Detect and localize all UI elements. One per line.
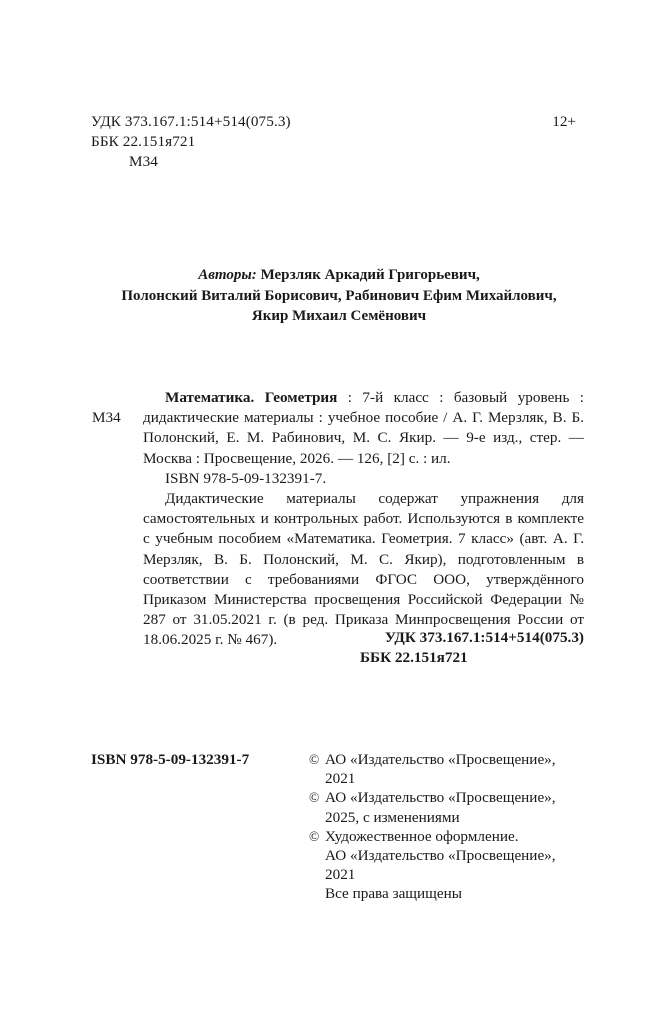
authors-label: Авторы: <box>198 267 257 283</box>
copyright-icon: © <box>309 828 320 844</box>
author-sigla-top: М34 <box>129 153 158 170</box>
copyright-block <box>309 750 599 904</box>
catalog-entry-block <box>92 388 584 651</box>
udk-code-top: УДК 373.167.1:514+514(075.3) <box>91 113 291 130</box>
age-rating-badge: 12+ <box>552 113 576 130</box>
author-name-1: Мерзляк Аркадий Григорьевич, <box>260 267 480 283</box>
isbn-footer: ISBN 978-5-09-132391-7 <box>91 751 250 768</box>
authors-line-1 <box>52 265 626 286</box>
copyright-holder-1: АО «Издательство «Просвещение», <box>325 751 556 768</box>
classification-repeat-block <box>284 628 584 668</box>
annotation-paragraph: Дидактические материалы содержат упражнения для самостоятельных и контрольных работ. Используются в комплекте с учебным пособием «Математика. Геометрия. 7 класс» (авт. А. Г. Мерзляк, В. Б. Полонский, М. С. Якир), подготовленным в соответствии с требованиями ФГОС ООО, утверждённого Приказом Министерства просвещения Российской Федерации № 287 от 31.05.2021 г. (в ред. Приказа Минпросвещения России от 18.06.2025 г. № 467). <box>143 490 584 649</box>
copyright-holder-3: АО «Издательство «Просвещение», <box>325 847 556 865</box>
udk-code-bottom: УДК 373.167.1:514+514(075.3) <box>384 629 584 646</box>
authors-line-3: Якир Михаил Семёнович <box>251 308 427 324</box>
copyright-year-2: 2025, с изменениями <box>325 808 460 826</box>
rights-reserved-note: Все права защищены <box>325 885 462 903</box>
copyright-year-3: 2021 <box>325 866 356 884</box>
authors-block <box>52 265 626 327</box>
copyright-entry-publisher-2025 <box>309 788 599 826</box>
biblio-description <box>143 388 584 469</box>
biblio-isbn-line: ISBN 978-5-09-132391-7. <box>165 469 327 487</box>
copyright-entry-publisher-2021 <box>309 750 599 788</box>
authors-line-2: Полонский Виталий Борисович, Рабинович Ефим Михайлович, <box>121 287 557 304</box>
copyright-entry-design <box>309 827 599 885</box>
copyright-icon: © <box>309 790 320 806</box>
publication-title: Математика. Геометрия <box>165 389 338 406</box>
copyright-year-1: 2021 <box>325 770 356 788</box>
copyright-design-label: Художественное оформление. <box>325 827 519 845</box>
publication-details: : 7-й класс : базовый уровень : дидактические материалы : учебное пособие / А. Г. Мерзляк, В. Б. Полонский, Е. М. Рабинович, М. С. Якир. — 9-е изд., стер. — Москва : Просвещение, 2026. — 126, [2] с. : ил. <box>143 389 584 467</box>
bbk-code-top: ББК 22.151я721 <box>91 133 196 150</box>
copyright-holder-2: АО «Издательство «Просвещение», <box>325 789 556 807</box>
bbk-code-bottom: ББК 22.151я721 <box>360 649 468 667</box>
copyright-icon: © <box>309 752 320 767</box>
catalog-sigla: М34 <box>92 409 121 426</box>
